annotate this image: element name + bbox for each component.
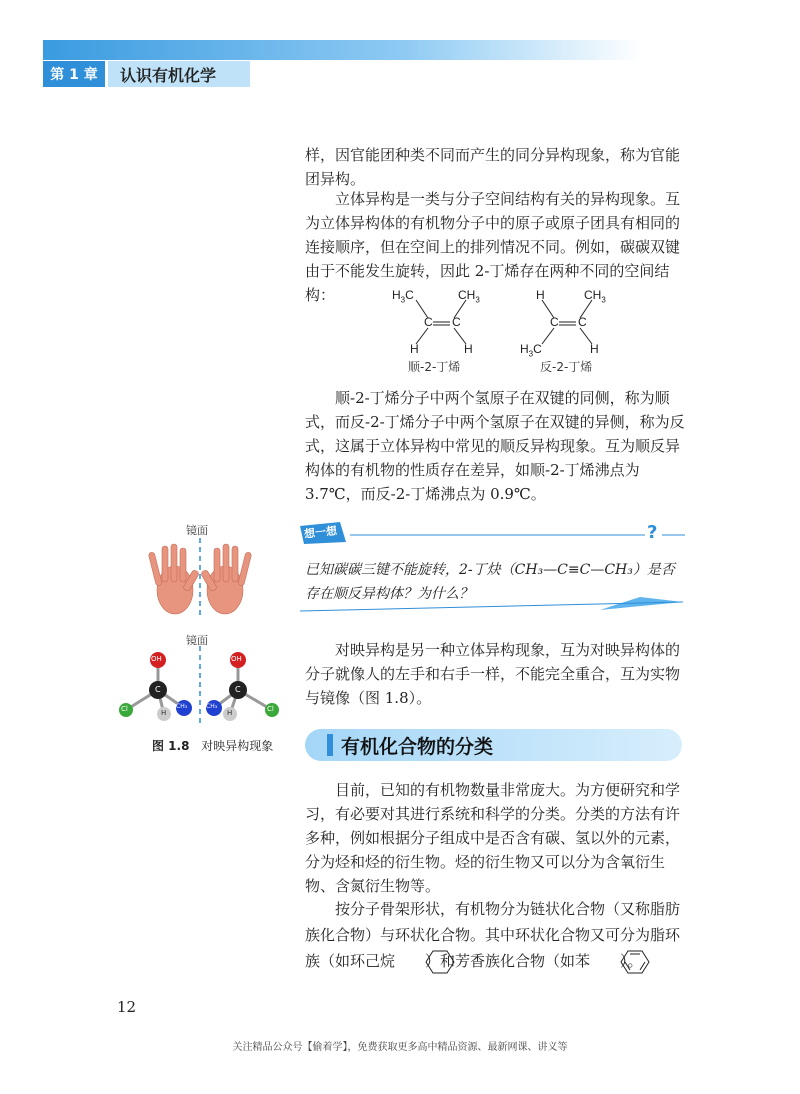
chapter-title: 认识有机化学	[108, 61, 250, 87]
atom-label-h: H	[227, 709, 233, 717]
paragraph-5: 目前，已知的有机物数量非常庞大。为方便研究和学习，有必要对其进行系统和科学的分类。分类的方法有许多种，例如根据分子组成中是否含有碳、氢以外的元素，分为烃和烃的衍生物。烃的衍生物又可以分为含氧衍生物、含氮衍生物等。	[305, 781, 681, 895]
atom-label-c: C	[155, 685, 161, 694]
carbon-atom: C	[424, 315, 433, 329]
benzene-icon	[590, 949, 620, 975]
cyclohexane-icon	[395, 949, 425, 975]
atom-label-cl: Cl	[267, 705, 274, 713]
think-badge: 想一想	[303, 524, 338, 541]
trans-2-butene-structure	[520, 286, 630, 376]
carbon-atom: C	[578, 315, 587, 329]
question-mark-icon: ?	[647, 522, 658, 543]
mirror-label-top: 镜面	[186, 524, 208, 537]
section-title: 有机化合物的分类	[341, 736, 494, 758]
hands-figure	[140, 538, 260, 618]
figure-caption	[152, 737, 273, 754]
atom-label-c: C	[235, 685, 241, 694]
footer-note: 关注精品公众号【偷着学】，免费获取更多高中精品资源、最新网课、讲义等	[232, 1042, 568, 1053]
paragraph-2: 立体异构是一类与分子空间结构有关的异构现象。互为立体异构体的有机物分子中的原子或原子团具有相同的连接顺序，但在空间上的排列情况不同。例如，碳碳双键由于不能发生旋转，因此 2-丁烯存在两种不同的空间结构：	[305, 190, 681, 304]
think-question: 已知碳碳三键不能旋转，2-丁炔（CH₃—C≡C—CH₃）是否存在顺反异构体？为什么？	[305, 562, 675, 602]
figure-caption-text: 对映异构现象	[201, 739, 274, 753]
cis-label: 顺-2-丁烯	[408, 360, 461, 374]
figure-number: 图 1.8	[152, 739, 190, 753]
header-band	[43, 40, 643, 60]
paragraph-4: 对映异构是另一种立体异构现象，互为对映异构体的分子就像人的左手和右手一样，不能完全重合，互为实物与镜像（图 1.8）。	[305, 641, 681, 707]
h3c-group: $H_3C$	[520, 342, 542, 359]
cis-2-butene-structure	[388, 286, 498, 376]
section-header	[305, 729, 682, 761]
mirror-label-bottom: 镜面	[186, 634, 208, 647]
hydrogen-atom: H	[410, 342, 419, 356]
molecules-figure	[110, 646, 290, 726]
molecules-image	[110, 646, 290, 726]
paragraph-3: 顺-2-丁烯分子中两个氢原子在双键的同侧，称为顺式，而反-2-丁烯分子中两个氢原子在双键的异侧，称为反式，这属于立体异构中常见的顺反异构现象。互为顺反异构体的有机物的性质存在差异，如顺-2-丁烯沸点为 3.7℃，而反-2-丁烯沸点为 0.9℃。	[305, 389, 685, 503]
hydrogen-atom: H	[590, 342, 599, 356]
ch3-group: $CH_3$	[458, 288, 480, 305]
h3c-group: $H_3C$	[392, 288, 414, 305]
carbon-atom: C	[550, 315, 559, 329]
atom-label-oh: OH	[231, 655, 242, 663]
ch3-group: $CH_3$	[584, 288, 606, 305]
atom-label-oh: OH	[151, 655, 162, 663]
atom-label-cl: Cl	[121, 705, 128, 713]
atom-label-ch3: CH₃	[176, 703, 188, 710]
chapter-number: 第 1 章	[43, 61, 105, 87]
trans-label: 反-2-丁烯	[540, 360, 593, 374]
hydrogen-atom: H	[464, 342, 473, 356]
atom-label-h: H	[161, 709, 167, 717]
paragraph-6: 按分子骨架形状，有机物分为链状化合物（又称脂肪族化合物）与环状化合物。其中环状化合物又可分为脂环族（如环己烷 ）和芳香族化合物（如苯 ）。	[305, 896, 688, 975]
carbon-atom: C	[452, 315, 461, 329]
section-accent-bar	[327, 734, 333, 756]
page-number: 12	[117, 998, 137, 1016]
paragraph-1: 样，因官能团种类不同而产生的同分异构现象，称为官能团异构。	[305, 146, 681, 188]
hydrogen-atom: H	[536, 288, 545, 302]
atom-label-ch3: CH₃	[206, 703, 218, 710]
hands-image	[140, 538, 260, 618]
